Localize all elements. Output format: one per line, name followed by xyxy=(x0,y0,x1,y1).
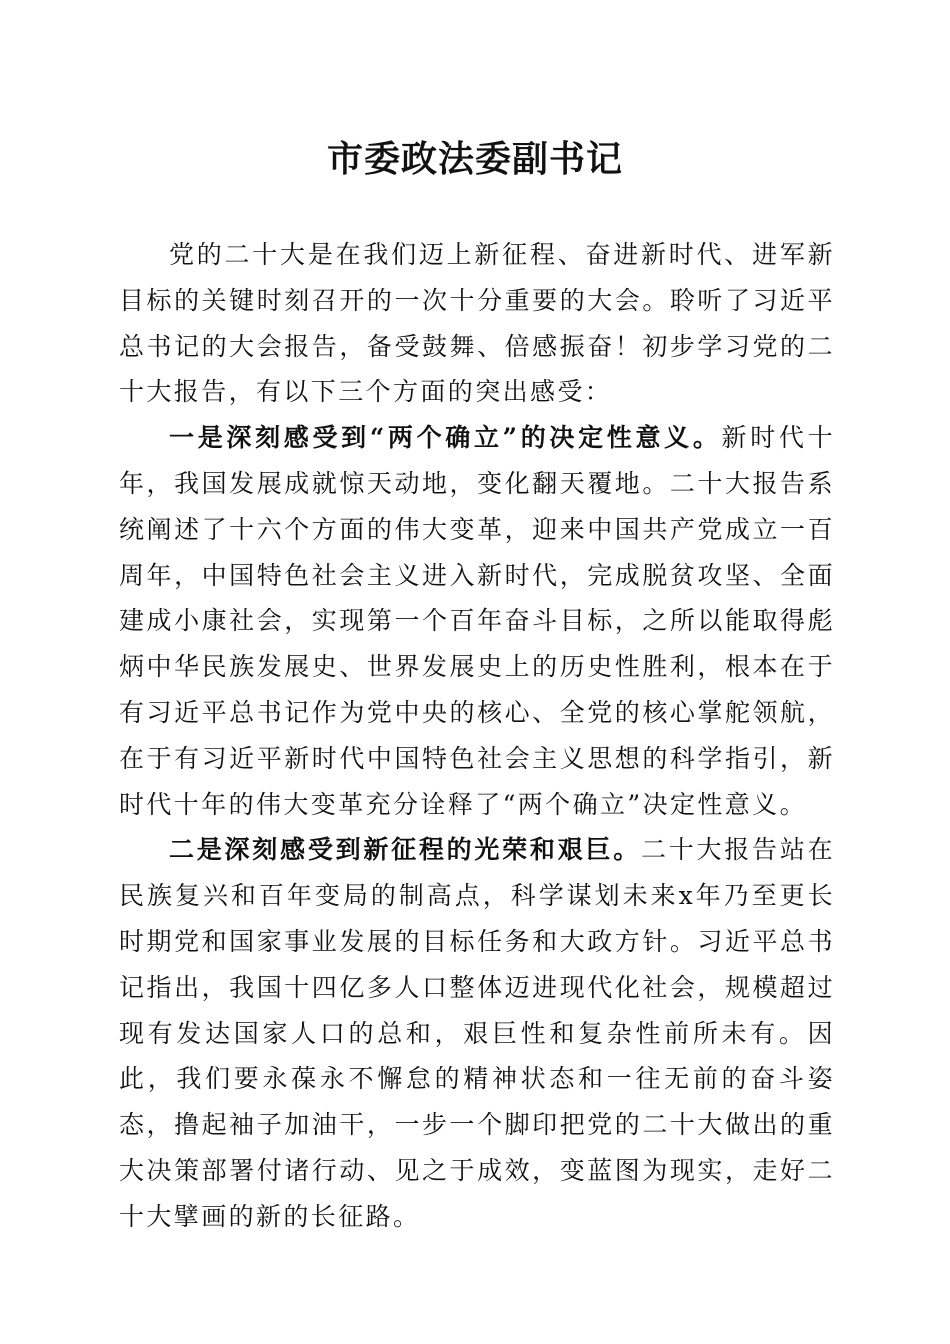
paragraph-point-two xyxy=(119,827,835,1239)
document-title: 市委政法委副书记 xyxy=(326,138,623,180)
document-body xyxy=(119,232,835,1240)
paragraph-point-one xyxy=(119,415,835,827)
paragraph-text: 二十大报告站在民族复兴和百年变局的制高点，科学谋划未来x年乃至更长时期党和国家事业发展的目标任务和大政方针。习近平总书记指出，我国十四亿多人口整体迈进现代化社会，规模超过现有发达国家人口的总和，艰巨性和复杂性前所未有。因此，我们要永葆永不懈怠的精神状态和一往无前的奋斗姿态，撸起袖子加油干，一步一个脚印把党的二十大做出的重大决策部署付诸行动、见之于成效，变蓝图为现实，走好二十大擘画的新的长征路。 xyxy=(119,835,835,1231)
paragraph-lead: 二是深刻感受到新征程的光荣和艰巨。 xyxy=(169,835,641,865)
paragraph-lead: 一是深刻感受到“两个确立”的决定性意义。 xyxy=(169,423,722,453)
paragraph-text: 新时代十年，我国发展成就惊天动地，变化翻天覆地。二十大报告系统阐述了十六个方面的伟大变革，迎来中国共产党成立一百周年，中国特色社会主义进入新时代，完成脱贫攻坚、全面建成小康社会，实现第一个百年奋斗目标，之所以能取得彪炳中华民族发展史、世界发展史上的历史性胜利，根本在于有习近平总书记作为党中央的核心、全党的核心掌舵领航，在于有习近平新时代中国特色社会主义思想的科学指引，新时代十年的伟大变革充分诠释了“两个确立”决定性意义。 xyxy=(119,423,835,819)
paragraph-intro xyxy=(119,232,835,415)
paragraph-text: 党的二十大是在我们迈上新征程、奋进新时代、进军新目标的关键时刻召开的一次十分重要的大会。聆听了习近平总书记的大会报告，备受鼓舞、倍感振奋！初步学习党的二十大报告，有以下三个方面的突出感受： xyxy=(119,240,835,407)
